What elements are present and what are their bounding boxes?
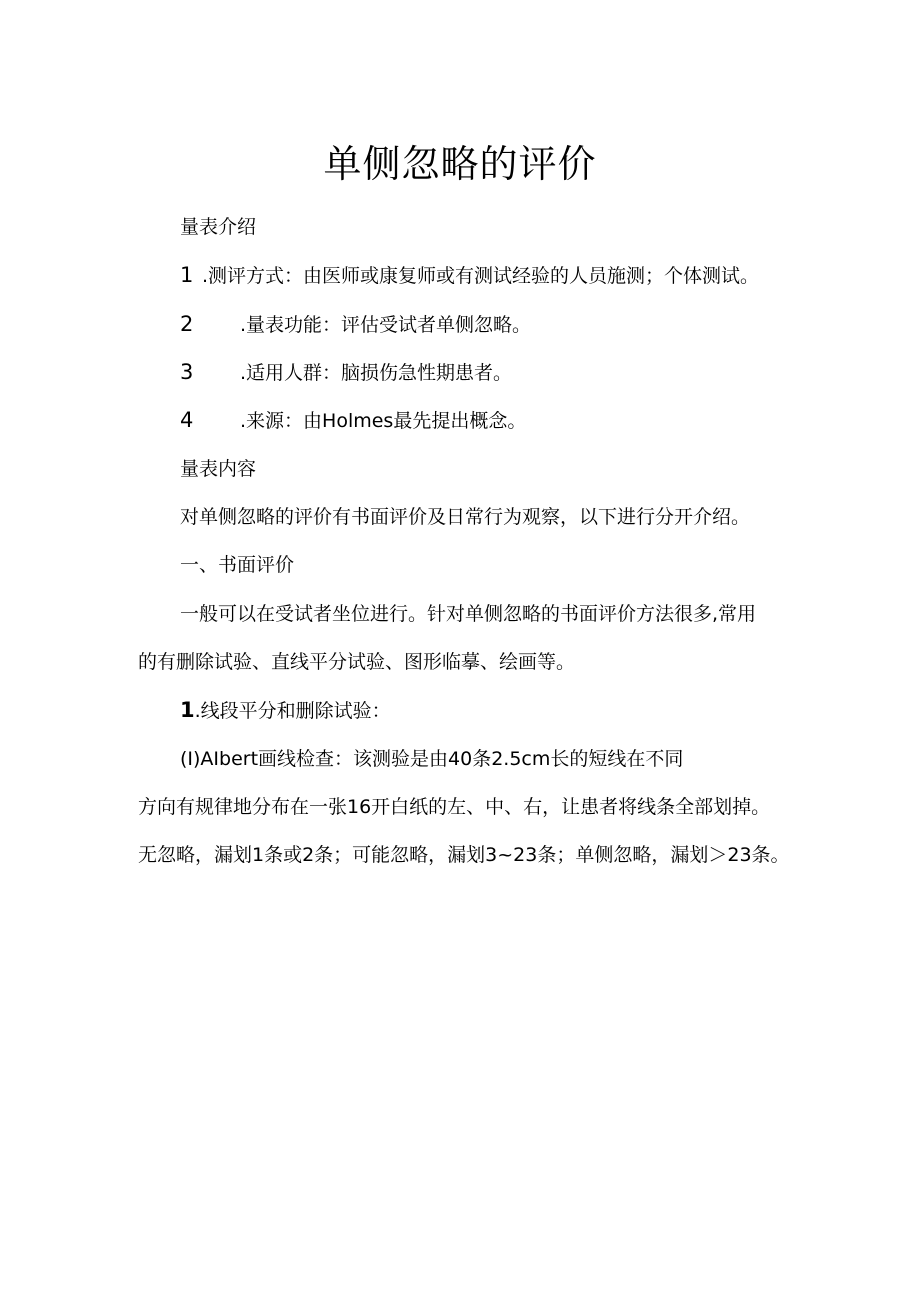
intro-item-1-text: .测评方式：由医师或康复师或有测试经验的人员施测；个体测试。 <box>202 265 760 287</box>
page-title: 单侧忽略的评价 <box>323 142 597 186</box>
intro-item-4 <box>180 407 526 434</box>
content-intro-paragraph: 对单侧忽略的评价有书面评价及日常行为观察，以下进行分开介绍。 <box>180 506 751 528</box>
numbered-item-1-number: 1 <box>180 698 195 722</box>
intro-item-4-number: 4 <box>180 408 194 432</box>
intro-item-2-number: 2 <box>180 312 194 336</box>
intro-item-2-text: .量表功能：评估受试者单侧忽略。 <box>240 314 532 336</box>
section-heading-intro: 量表介绍 <box>180 216 257 238</box>
intro-item-3 <box>180 359 512 386</box>
intro-item-3-text: .适用人群：脑损伤急性期患者。 <box>240 362 513 384</box>
albert-paragraph-line-3: 无忽略，漏划1条或2条；可能忽略，漏划3~23条；单侧忽略，漏划＞23条。 <box>138 844 790 866</box>
numbered-item-1 <box>180 697 391 724</box>
intro-item-1 <box>180 262 759 289</box>
intro-item-4-text: .来源：由Holmes最先提出概念。 <box>240 410 527 432</box>
albert-paragraph-line-2: 方向有规律地分布在一张16开白纸的左、中、右，让患者将线条全部划掉。 <box>138 796 771 818</box>
paragraph-1-line-2: 的有删除试验、直线平分试验、图形临摹、绘画等。 <box>138 651 576 673</box>
numbered-item-1-text: .线段平分和删除试验： <box>194 700 391 722</box>
intro-item-3-number: 3 <box>180 360 194 384</box>
albert-paragraph-line-1: (I)AIbert画线检查：该测验是由40条2.5cm长的短线在不同 <box>180 748 684 770</box>
subsection-heading-written: 一、书面评价 <box>180 554 295 576</box>
paragraph-1-line-1: 一般可以在受试者坐位进行。针对单侧忽略的书面评价方法很多,常用 <box>180 603 757 625</box>
intro-item-2 <box>180 311 531 338</box>
intro-item-1-number: 1 <box>180 263 194 287</box>
section-heading-content: 量表内容 <box>180 458 257 480</box>
